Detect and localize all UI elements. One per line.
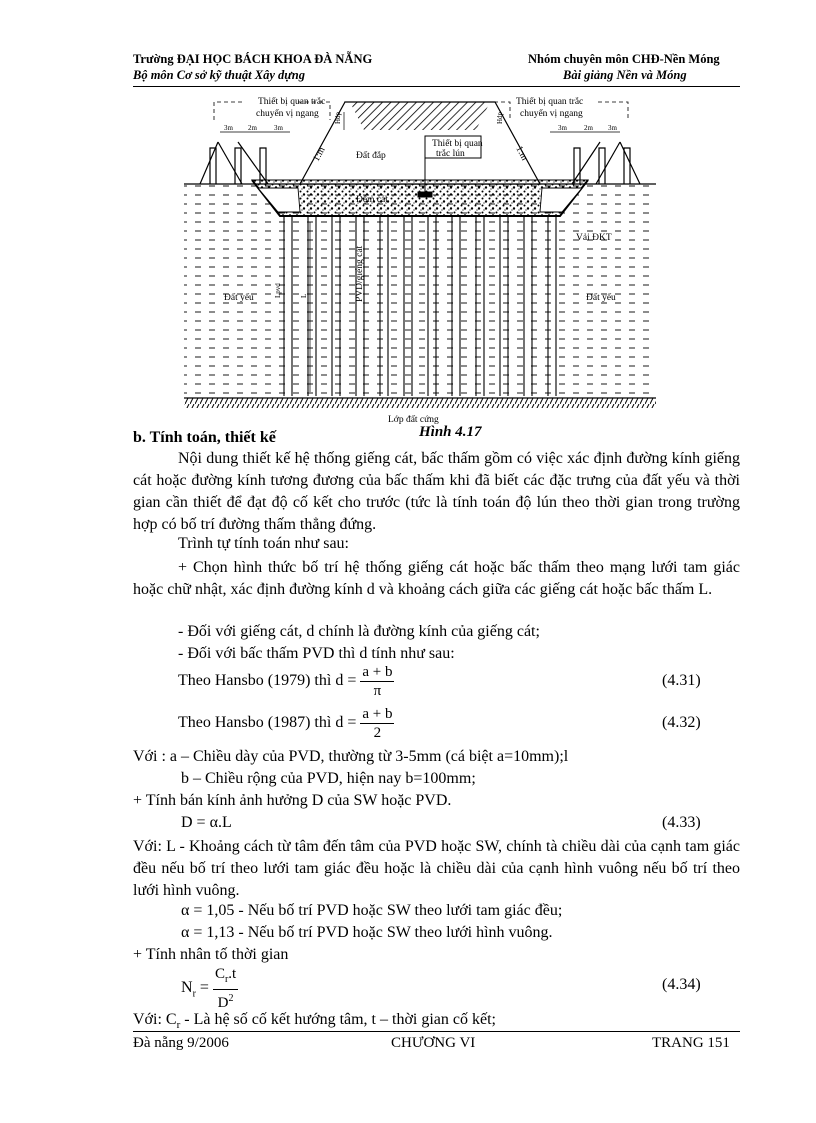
label-dim-L: L — [300, 293, 308, 298]
equation-4-34 — [181, 965, 238, 1012]
eq4-num-c: C — [214, 966, 225, 982]
header-group: Nhóm chuyên môn CHĐ-Nền Móng — [528, 52, 720, 66]
label-monitor-left-2: chuyển vị ngang — [256, 109, 319, 119]
label-settle-1: Thiết bị quan — [432, 139, 483, 149]
label-geotextile: Vải ĐKT — [576, 233, 612, 243]
eq1-numerator: a + b — [362, 664, 393, 680]
label-dim-3m-left: 3m — [224, 124, 233, 132]
eq4-num-sub: r — [224, 974, 229, 985]
label-dim-2m-left: 2m — [248, 124, 257, 132]
eq2-lhs: d = — [335, 714, 357, 732]
label-dim-3m-left-b: 3m — [274, 124, 283, 132]
label-soft-left: Đất yếu — [224, 293, 254, 303]
monitor-pipes-left — [200, 142, 268, 184]
eq4-lhs: N — [181, 979, 193, 997]
equation-4-33: D = α.L — [181, 814, 232, 831]
line-alpha-1: α = 1,05 - Nếu bố trí PVD hoặc SW theo lưới tam giác đều; — [181, 902, 563, 919]
equation-number-4-33: (4.33) — [662, 814, 701, 831]
header-course: Bài giảng Nền và Móng — [563, 68, 687, 82]
equation-4-31 — [178, 663, 394, 700]
label-dim-2m-right: 2m — [584, 124, 593, 132]
paragraph-steps: Trình tự tính toán như sau: — [178, 535, 349, 552]
paragraph-voi-L: Với: L - Khoảng cách từ tâm đến tâm của PVD hoặc SW, chính tà chiều dài của cạnh tam giác đều nếu bố trí theo lưới tam giác đều hoặc là chiều dài của cạnh hình vuông nếu bố trí theo lưới hình vuông. — [133, 838, 740, 899]
eq4-denominator — [213, 990, 238, 1012]
eq4-numerator — [213, 965, 238, 990]
figure-caption: Hình 4.17 — [419, 424, 482, 440]
paragraph-sand-well: - Đối với giếng cát, d chính là đường kính của giếng cát; — [178, 623, 540, 640]
header-department: Bộ môn Cơ sở kỹ thuật Xây dựng — [133, 68, 305, 82]
label-soft-right: Đất yếu — [586, 293, 616, 303]
label-slope-right: 1:m — [513, 144, 530, 163]
eq4-den-d: D — [217, 995, 229, 1011]
line-voi-b: b – Chiều rộng của PVD, hiện nay b=100mm; — [181, 770, 476, 787]
footer-rule — [133, 1031, 740, 1032]
eq4-den-sup: 2 — [228, 993, 234, 1004]
eq4-fraction — [213, 965, 238, 1012]
equation-number-4-34: (4.34) — [662, 976, 701, 993]
label-monitor-left-1: Thiết bị quan trắc — [258, 97, 326, 107]
label-hard-layer: Lớp đất cứng — [388, 415, 439, 425]
eq4-lhs-sub: r — [192, 988, 196, 1000]
label-dim-hdp-left: Hdp — [334, 111, 342, 124]
label-pvd: PVD/giếng cát — [355, 245, 365, 302]
equation-4-32 — [178, 705, 394, 742]
section-title: b. Tính toán, thiết kế — [133, 429, 276, 446]
eq4-eq: = — [199, 979, 209, 997]
paragraph-pvd: - Đối với bấc thấm PVD thì d tính như sau: — [178, 645, 455, 662]
eq1-denominator: π — [373, 683, 382, 699]
figure-4-17 — [180, 92, 660, 437]
footer-date: Đà nẵng 9/2006 — [133, 1035, 229, 1051]
label-monitor-right-2: chuyển vị ngang — [520, 109, 583, 119]
paragraph-choose-layout: + Chọn hình thức bố trí hệ thống giếng cát hoặc bấc thấm theo mạng lưới tam giác hoặc chữ nhật, xác định đường kính d và khoảng cách giữa các giếng cát hoặc bấc thấm L. — [133, 559, 740, 598]
paragraph-intro: Nội dung thiết kế hệ thống giếng cát, bấc thấm gồm có việc xác định đường kính giếng cát hoặc đường kính tương đương của bấc thấm khi đã biết các đặc trưng của đất yếu và thời gian cần thiết để đạt độ cố kết cho trước (tức là tính toán độ lún theo thời gian trong trường hợp có bố trí đường thấm thẳng đứng. — [133, 450, 740, 533]
label-dim-3m-right-b: 3m — [608, 124, 617, 132]
voi3-sub: r — [176, 1019, 181, 1032]
voi3-post: - Là hệ số cố kết hướng tâm, t – thời gian cố kết; — [180, 1011, 496, 1028]
header-school: Trường ĐẠI HỌC BÁCH KHOA ĐÀ NẴNG — [133, 52, 373, 66]
label-dim-Lpvd: Lpvd — [274, 283, 282, 298]
eq2-text: Theo Hansbo (1987) thì — [178, 714, 332, 732]
monitor-pipes-right — [572, 142, 640, 184]
eq1-lhs: d = — [335, 672, 357, 690]
label-monitor-right-1: Thiết bị quan trắc — [516, 97, 584, 107]
label-settle-2: trắc lún — [436, 149, 465, 159]
label-slope-left: 1:m — [311, 145, 328, 164]
line-radius: + Tính bán kính ảnh hưởng D của SW hoặc PVD. — [133, 792, 452, 809]
voi3-pre: Với: C — [133, 1011, 177, 1028]
eq2-fraction — [360, 705, 394, 742]
eq1-text: Theo Hansbo (1979) thì — [178, 672, 332, 690]
label-dim-hdp-right: Hdp — [496, 111, 504, 124]
line-alpha-2: α = 1,13 - Nếu bố trí PVD hoặc SW theo lưới hình vuông. — [181, 924, 553, 941]
eq2-numerator: a + b — [362, 706, 393, 722]
header-rule — [133, 86, 740, 87]
equation-number-4-32: (4.32) — [662, 714, 701, 731]
line-voi-a: Với : a – Chiều dày của PVD, thường từ 3-5mm (cá biệt a=10mm);l — [133, 748, 569, 765]
sand-cushion — [252, 180, 588, 216]
eq1-fraction — [360, 663, 394, 700]
embankment-top-hatch — [350, 102, 490, 130]
line-time-factor: + Tính nhân tố thời gian — [133, 946, 289, 963]
eq4-num-tail: .t — [228, 966, 237, 982]
label-dim-3m-right: 3m — [558, 124, 567, 132]
eq2-denominator: 2 — [373, 725, 382, 741]
label-fill: Đất đắp — [356, 151, 386, 161]
footer-page: TRANG 151 — [652, 1035, 730, 1051]
hard-layer — [184, 398, 656, 408]
label-sand-cushion: Đệm cát — [356, 195, 388, 205]
line-voi-cr — [133, 1011, 496, 1031]
equation-number-4-31: (4.31) — [662, 672, 701, 689]
footer-chapter: CHƯƠNG VI — [391, 1035, 476, 1051]
